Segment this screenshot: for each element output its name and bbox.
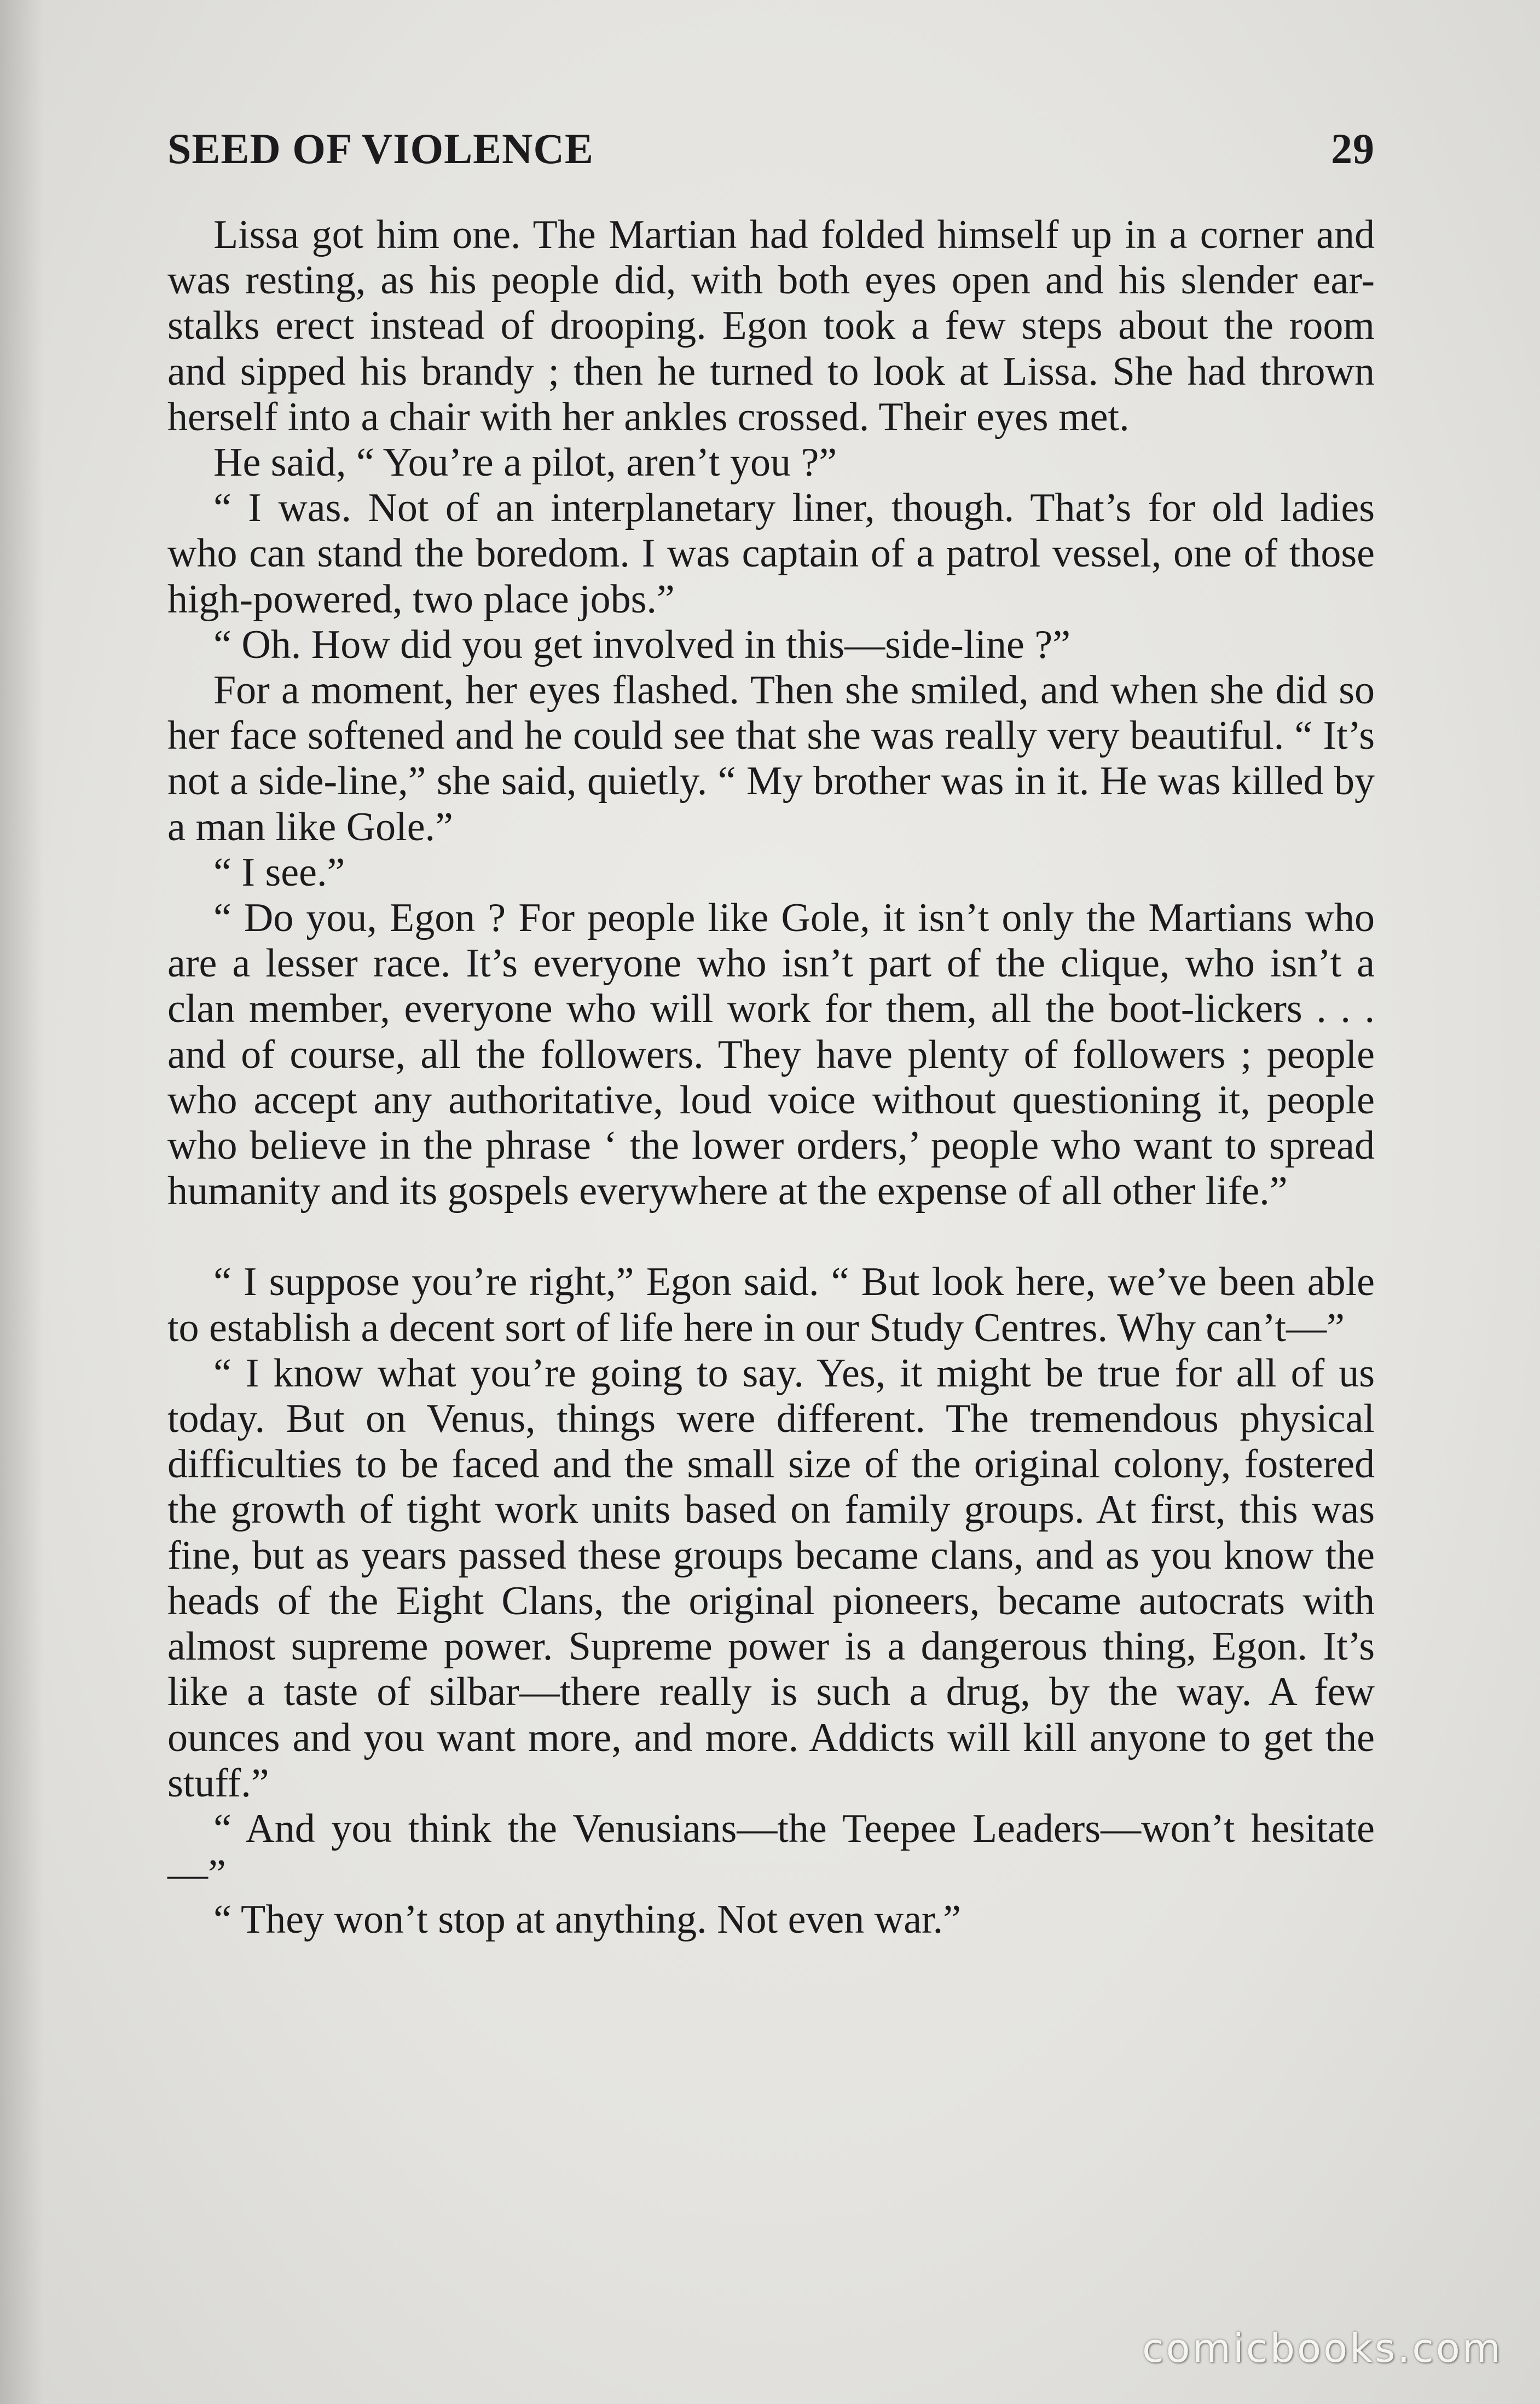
paragraph: “ Oh. How did you get involved in this—side-line ?” [213, 622, 1071, 667]
paragraph: “ I was. Not of an interplanetary liner, though. That’s for old ladies who can stand the boredom. I was captain of a patrol vessel, one of those high-powered, two place jobs.” [167, 486, 1375, 622]
paragraph: “ I suppose you’re right,” Egon said. “ But look here, we’ve been able to establish a decent sort of life here in our Study Centres. Why can’t—” [167, 1259, 1375, 1350]
paragraph: He said, “ You’re a pilot, aren’t you ?” [213, 440, 837, 486]
paragraph: Lissa got him one. The Martian had folded himself up in a corner and was resting, as his people did, with both eyes open and his slender ear-stalks erect instead of drooping. Egon took a few steps about the room and sipped his brandy ; then he turned to look at Lissa. She had thrown herself into a chair with her ankles crossed. Their eyes met. [167, 212, 1375, 440]
running-head-title: SEED OF VIOLENCE [167, 125, 594, 172]
paragraph: “ I know what you’re going to say. Yes, it might be true for all of us today. But on Venus, things were different. The tremendous physical difficulties to be faced and the small size of the original colony, fostered the growth of tight work units based on family groups. At first, this was fine, but as years passed these groups became clans, and as you know the heads of the Eight Clans, the original pioneers, became autocrats with almost supreme power. Supreme power is a dangerous thing, Egon. It’s like a taste of silbar—there really is such a drug, by the way. A few ounces and you want more, and more. Addicts will kill anyone to get the stuff.” [167, 1350, 1375, 1806]
paragraph: “ They won’t stop at anything. Not even war.” [213, 1897, 961, 1943]
paragraph: For a moment, her eyes flashed. Then she smiled, and when she did so her face softened and he could see that she was really very beautiful. “ It’s not a side-line,” she said, quietly. “ My brother was in it. He was killed by a man like Gole.” [167, 668, 1375, 850]
page-number: 29 [1331, 125, 1375, 172]
page-edge-shadow [0, 0, 44, 2404]
body-text [167, 212, 1375, 1943]
paragraph: “ And you think the Venusians—the Teepee Leaders—won’t hesitate—” [167, 1806, 1375, 1897]
paragraph: “ Do you, Egon ? For people like Gole, it isn’t only the Martians who are a lesser race. It’s everyone who isn’t part of the clique, who isn’t a clan member, everyone who will work for them, all the boot-lickers . . . and of course, all the followers. They have plenty of followers ; people who accept any authoritative, loud voice without questioning it, people who believe in the phrase ‘ the lower orders,’ people who want to spread humanity and its gospels everywhere at the expense of all other life.” [167, 895, 1375, 1214]
running-head [167, 122, 1375, 176]
paragraph: “ I see.” [213, 850, 345, 895]
watermark: comicbooks.com [1142, 2325, 1503, 2371]
